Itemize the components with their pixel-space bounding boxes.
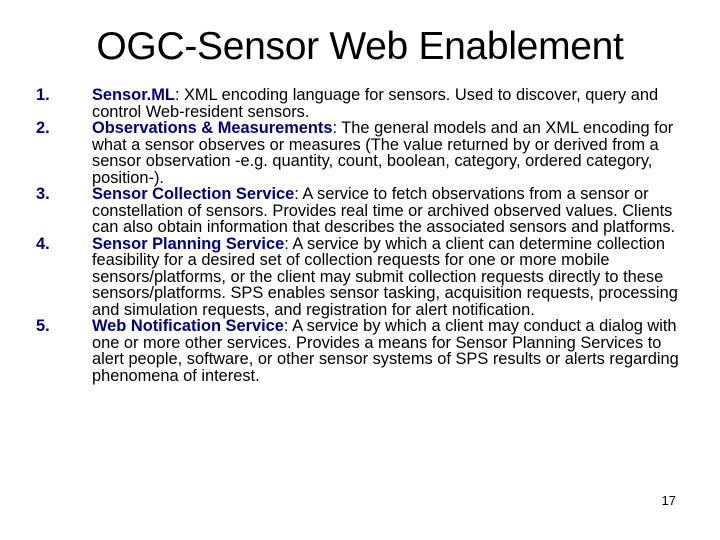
item-term: Sensor Planning Service: [92, 234, 285, 253]
item-description: : A service by which a client can determine collection feasibility for a desired set of collection requests for one or more mobile sensors/platforms, or the client may submit collection requests directly to these sensors/platforms. SPS enables sensor tasking, acquisition requests, processing and simulation requests, and registration for alert notification.: [92, 234, 678, 319]
item-description: : XML encoding language for sensors. Used to discover, query and control Web-resident sensors.: [92, 86, 659, 121]
item-number: 4.: [36, 234, 50, 253]
slide-title: OGC-Sensor Web Enablement: [96, 25, 624, 68]
item-number: 5.: [36, 317, 50, 335]
numbered-list: [36, 87, 686, 384]
list-item: [36, 236, 686, 319]
item-term: Sensor Collection Service: [92, 185, 295, 203]
item-term: Sensor.ML: [92, 86, 175, 104]
item-description: : A service to fetch observations from a sensor or constellation of sensors. Provides real time or archived observed values. Clients can also obtain information that describes the associated sensors and platforms.: [92, 185, 676, 236]
list-item: [36, 186, 686, 236]
list-item: [36, 318, 686, 384]
item-term: Web Notification Service: [92, 317, 284, 335]
item-number: 2.: [36, 119, 50, 137]
list-item: [36, 120, 686, 186]
item-term: Observations & Measurements: [92, 119, 333, 137]
page-number: 17: [661, 493, 676, 508]
item-number: 3.: [36, 185, 50, 203]
item-description: : A service by which a client may conduct a dialog with one or more other services. Provides a means for Sensor Planning Services to alert people, software, or other sensor systems of SPS results or alerts regarding phenomena of interest.: [92, 317, 679, 385]
list-item: [36, 87, 686, 120]
item-number: 1.: [36, 86, 50, 104]
item-description: : The general models and an XML encoding for what a sensor observes or measures (The value returned by or derived from a sensor observation -e.g. quantity, count, boolean, category, ordered category, position-).: [92, 119, 674, 187]
